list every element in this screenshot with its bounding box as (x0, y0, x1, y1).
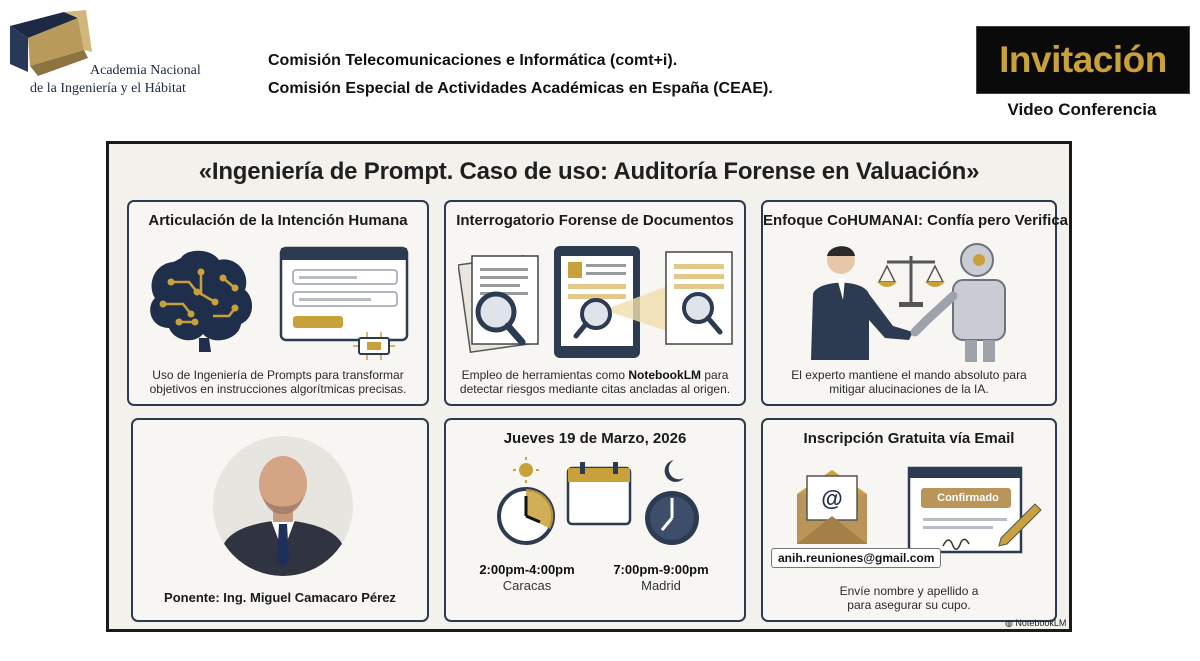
card-title: Articulación de la Intención Humana (148, 212, 408, 229)
prompt-window-icon (279, 246, 413, 362)
card-cohumanai (761, 200, 1069, 406)
human-robot-handshake-icon (803, 240, 1019, 364)
card-description (763, 368, 1055, 396)
card-title: Interrogatorio Forense de Documentos (456, 212, 734, 229)
slot-madrid (596, 562, 726, 594)
registration-email[interactable]: anih.reuniones@gmail.com (771, 548, 941, 568)
brain-circuit-icon (143, 242, 259, 354)
clock-madrid-icon (645, 491, 699, 545)
video-conference-label: Video Conferencia (1007, 100, 1157, 119)
desc-line: Uso de Ingeniería de Prompts para transformar (152, 368, 404, 382)
logo-text-line1: Academia Nacional (90, 63, 201, 78)
invitation-label: Invitación (999, 39, 1167, 80)
card-title: Inscripción Gratuita vía Email (803, 430, 1015, 447)
card-forensic-interrogation (444, 200, 746, 406)
notebooklm-icon: ◍ (1005, 618, 1013, 628)
registration-note (763, 584, 1055, 612)
card-speaker (131, 418, 429, 622)
calendar-icon (568, 462, 630, 524)
schedule-illustration (496, 456, 706, 552)
confirmed-label: Confirmado (937, 492, 999, 504)
slot-city: Caracas (502, 578, 552, 593)
slot-city: Madrid (641, 578, 681, 593)
desc-text: para (701, 368, 729, 382)
logo-text-line2: de la Ingeniería y el Hábitat (30, 81, 186, 96)
card-description (446, 368, 744, 396)
note-line: para asegurar su cupo. (847, 598, 971, 612)
commission-line-1: Comisión Telecomunicaciones e Informática (comt+i). (268, 52, 678, 69)
speaker-photo (209, 434, 357, 578)
desc-line: detectar riesgos mediante citas ancladas al origen. (459, 382, 731, 396)
desc-line: mitigar alucinaciones de la IA. (829, 382, 989, 396)
card-registration (761, 418, 1057, 622)
note-line: Envíe nombre y apellido a (839, 584, 979, 598)
slot-caracas (462, 562, 592, 594)
commission-line-2: Comisión Especial de Actividades Académicas en España (CEAE). (268, 80, 773, 97)
speaker-label: Ponente: Ing. Miguel Camacaro Pérez (164, 590, 396, 605)
svg-text:@: @ (821, 486, 843, 511)
desc-line (446, 368, 744, 382)
desc-line: El experto mantiene el mando absoluto para (791, 368, 1027, 382)
slot-time: 7:00pm-9:00pm (613, 562, 709, 577)
clock-caracas-icon (499, 489, 553, 543)
card-schedule (444, 418, 746, 622)
notebooklm-mention: NotebookLM (628, 368, 702, 382)
notebooklm-badge (1005, 618, 1066, 629)
badge-text: NotebookLM (1015, 618, 1067, 628)
sun-icon (513, 457, 539, 483)
document-analysis-icon (458, 242, 738, 362)
invitation-banner (976, 26, 1190, 94)
card-title: Enfoque CoHUMANAI: Confía pero Verifica (763, 212, 1069, 229)
event-date: Jueves 19 de Marzo, 2026 (503, 430, 687, 447)
card-human-intent (127, 200, 429, 406)
desc-line: objetivos en instrucciones algorítmicas precisas. (149, 382, 407, 396)
moon-icon (665, 460, 684, 482)
desc-text: Empleo de herramientas como (461, 368, 629, 382)
poster-title: «Ingeniería de Prompt. Caso de uso: Auditoría Forense en Valuación» (198, 158, 980, 185)
slot-time: 2:00pm-4:00pm (479, 562, 575, 577)
event-poster (106, 141, 1072, 632)
envelope-icon (797, 470, 867, 544)
card-description (129, 368, 427, 396)
